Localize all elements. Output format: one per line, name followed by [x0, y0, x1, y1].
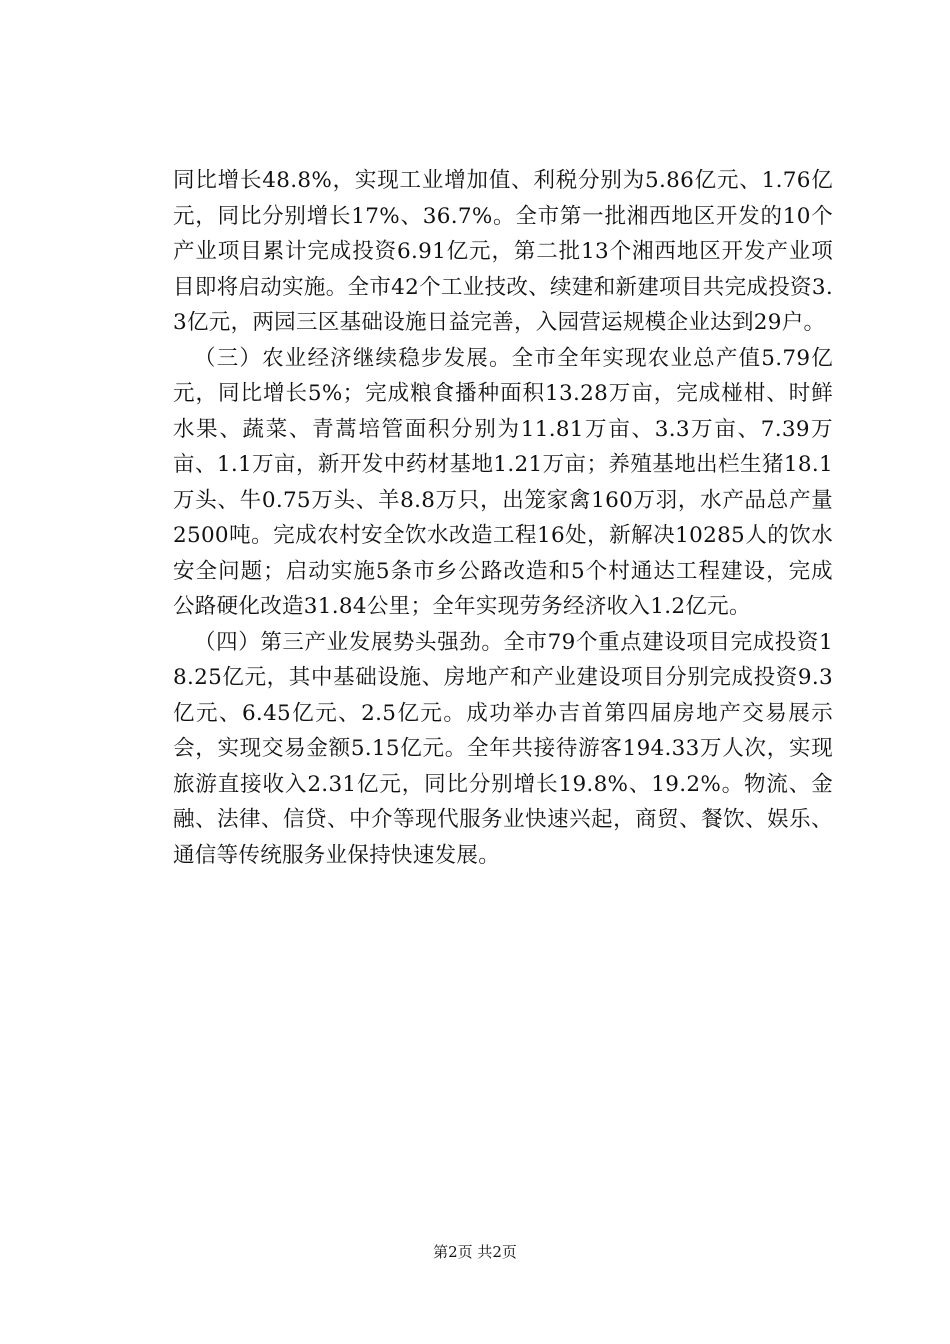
- paragraph-agriculture: （三）农业经济继续稳步发展。全市全年实现农业总产值5.79亿元，同比增长5%；完成粮食播种面积13.28万亩，完成椪柑、时鲜水果、蔬菜、青蒿培管面积分别为11.81万亩、3.3万亩、7.39万亩、1.1万亩，新开发中药材基地1.21万亩；养殖基地出栏生猪18.1万头、牛0.75万头、羊8.8万只，出笼家禽160万羽，水产品总产量2500吨。完成农村安全饮水改造工程16处，新解决10285人的饮水安全问题；启动实施5条市乡公路改造和5个村通达工程建设，完成公路硬化改造31.84公里；全年实现劳务经济收入1.2亿元。: [173, 345, 833, 619]
- paragraph-tertiary-industry: （四）第三产业发展势头强劲。全市79个重点建设项目完成投资18.25亿元，其中基础设施、房地产和产业建设项目分别完成投资9.3亿元、6.45亿元、2.5亿元。成功举办吉首第四届房地产交易展示会，实现交易金额5.15亿元。全年共接待游客194.33万人次，实现旅游直接收入2.31亿元，同比分别增长19.8%、19.2%。物流、金融、法律、信贷、中介等现代服务业快速兴起，商贸、餐饮、娱乐、通信等传统服务业保持快速发展。: [173, 629, 833, 868]
- page-footer: 第2页 共2页: [433, 1243, 517, 1261]
- paragraph-industry-continued: 同比增长48.8%，实现工业增加值、利税分别为5.86亿元、1.76亿元，同比分别增长17%、36.7%。全市第一批湘西地区开发的10个产业项目累计完成投资6.91亿元，第二批13个湘西地区开发产业项目即将启动实施。全市42个工业技改、续建和新建项目共完成投资3.3亿元，两园三区基础设施日益完善，入园营运规模企业达到29户。: [173, 168, 833, 335]
- document-body: [173, 163, 833, 873]
